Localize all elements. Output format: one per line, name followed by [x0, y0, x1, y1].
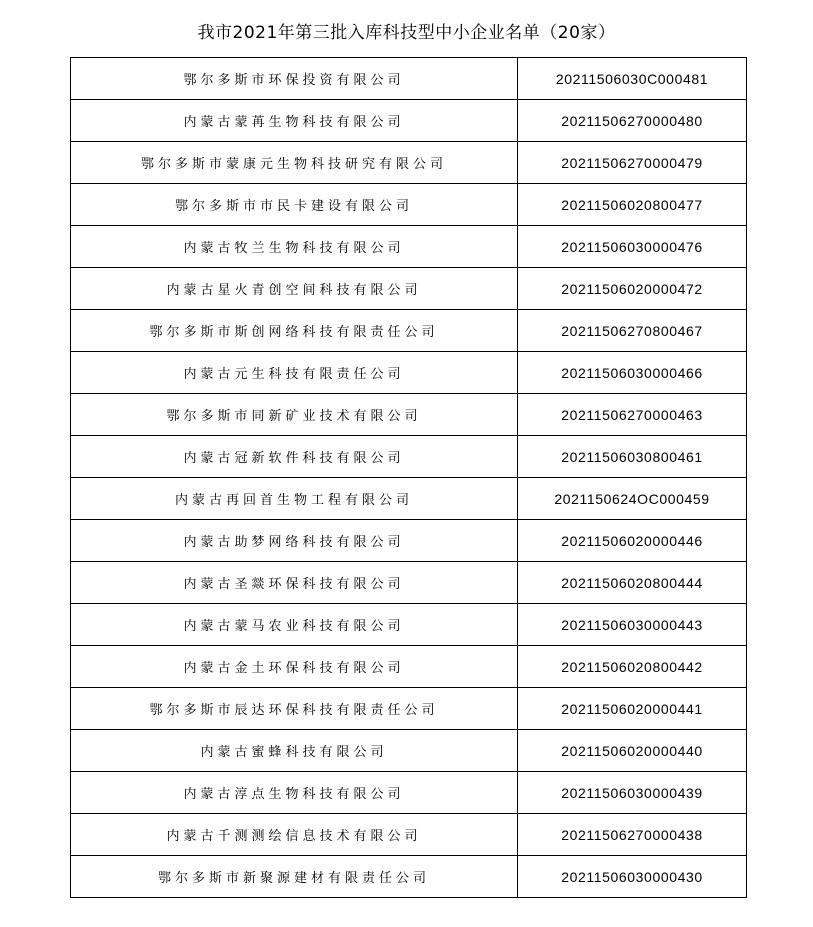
company-name-cell: 内蒙古冠新软件科技有限公司 [71, 436, 518, 478]
company-name-cell: 鄂尔多斯市斯创网络科技有限责任公司 [71, 310, 518, 352]
registration-code-cell: 2021150624OC000459 [518, 478, 747, 520]
registration-code-cell: 20211506030000430 [518, 856, 747, 898]
table-row [71, 730, 747, 772]
company-name-cell: 内蒙古星火青创空间科技有限公司 [71, 268, 518, 310]
registration-code-cell: 20211506030000443 [518, 604, 747, 646]
table-row [71, 142, 747, 184]
table-row [71, 352, 747, 394]
table-row [71, 772, 747, 814]
company-name-cell: 鄂尔多斯市同新矿业技术有限公司 [71, 394, 518, 436]
table-row [71, 436, 747, 478]
registration-code-cell: 20211506020000440 [518, 730, 747, 772]
table-row [71, 310, 747, 352]
company-name-cell: 鄂尔多斯市辰达环保科技有限责任公司 [71, 688, 518, 730]
registration-code-cell: 20211506030000439 [518, 772, 747, 814]
table-row [71, 604, 747, 646]
enterprise-table [70, 57, 747, 898]
company-name-cell: 内蒙古淳点生物科技有限公司 [71, 772, 518, 814]
table-row [71, 520, 747, 562]
registration-code-cell: 20211506030C000481 [518, 58, 747, 100]
company-name-cell: 内蒙古千测测绘信息技术有限公司 [71, 814, 518, 856]
company-name-cell: 内蒙古蜜蜂科技有限公司 [71, 730, 518, 772]
table-row [71, 688, 747, 730]
registration-code-cell: 20211506030000476 [518, 226, 747, 268]
company-name-cell: 鄂尔多斯市蒙康元生物科技研究有限公司 [71, 142, 518, 184]
registration-code-cell: 20211506020000446 [518, 520, 747, 562]
registration-code-cell: 20211506020800444 [518, 562, 747, 604]
registration-code-cell: 20211506030800461 [518, 436, 747, 478]
table-row [71, 58, 747, 100]
company-name-cell: 内蒙古金土环保科技有限公司 [71, 646, 518, 688]
table-row [71, 562, 747, 604]
company-name-cell: 鄂尔多斯市环保投资有限公司 [71, 58, 518, 100]
table-row [71, 226, 747, 268]
registration-code-cell: 20211506020800477 [518, 184, 747, 226]
company-name-cell: 内蒙古蒙马农业科技有限公司 [71, 604, 518, 646]
registration-code-cell: 20211506270800467 [518, 310, 747, 352]
company-name-cell: 内蒙古牧兰生物科技有限公司 [71, 226, 518, 268]
table-row [71, 100, 747, 142]
company-name-cell: 鄂尔多斯市市民卡建设有限公司 [71, 184, 518, 226]
table-row [71, 268, 747, 310]
company-name-cell: 内蒙古圣燚环保科技有限公司 [71, 562, 518, 604]
registration-code-cell: 20211506270000438 [518, 814, 747, 856]
page-title: 我市2021年第三批入库科技型中小企业名单（20家） [197, 23, 616, 43]
registration-code-cell: 20211506270000463 [518, 394, 747, 436]
table-row [71, 856, 747, 898]
table-row [71, 814, 747, 856]
table-row [71, 394, 747, 436]
company-name-cell: 内蒙古元生科技有限责任公司 [71, 352, 518, 394]
company-name-cell: 内蒙古蒙苒生物科技有限公司 [71, 100, 518, 142]
company-name-cell: 内蒙古助梦网络科技有限公司 [71, 520, 518, 562]
registration-code-cell: 20211506020000472 [518, 268, 747, 310]
registration-code-cell: 20211506020800442 [518, 646, 747, 688]
registration-code-cell: 20211506020000441 [518, 688, 747, 730]
registration-code-cell: 20211506270000480 [518, 100, 747, 142]
table-row [71, 184, 747, 226]
company-name-cell: 鄂尔多斯市新聚源建材有限责任公司 [71, 856, 518, 898]
table-row [71, 646, 747, 688]
company-name-cell: 内蒙古再回首生物工程有限公司 [71, 478, 518, 520]
registration-code-cell: 20211506270000479 [518, 142, 747, 184]
registration-code-cell: 20211506030000466 [518, 352, 747, 394]
table-row [71, 478, 747, 520]
